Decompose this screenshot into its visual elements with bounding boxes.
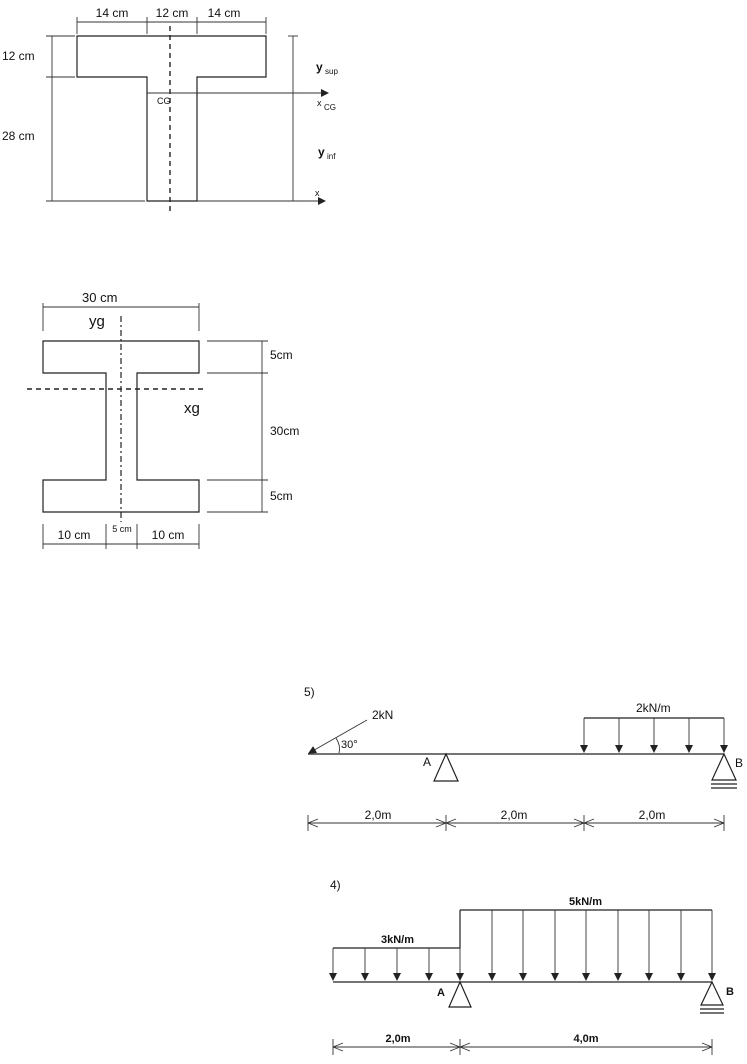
i-yg-label: yg bbox=[89, 313, 105, 330]
beam-4-support-a-label: A bbox=[437, 987, 445, 999]
t-section-outline bbox=[77, 36, 266, 201]
beam-5-point-load-arrow bbox=[309, 720, 367, 753]
beam-4-left-load-label: 3kN/m bbox=[381, 934, 415, 946]
beam-5-support-b bbox=[712, 754, 736, 780]
beam-5-support-a bbox=[434, 754, 458, 781]
beam-4-span-1: 2,0m bbox=[385, 1033, 411, 1045]
beam-4-number: 4) bbox=[330, 878, 341, 892]
t-dim-web-height: 28 cm bbox=[2, 129, 35, 143]
beam-4-span-2: 4,0m bbox=[573, 1033, 599, 1045]
i-dim-web: 5 cm bbox=[112, 524, 132, 534]
beam-4-support-b bbox=[701, 982, 723, 1005]
beam-5-number: 5) bbox=[304, 685, 315, 699]
beam-5-angle-arc bbox=[336, 738, 340, 753]
t-section-diagram bbox=[2, 6, 338, 212]
beam-5-dist-load-label: 2kN/m bbox=[636, 701, 671, 715]
i-dim-bottom-flange: 5cm bbox=[270, 489, 293, 503]
i-dim-right-flange: 10 cm bbox=[151, 528, 185, 542]
i-dim-top-flange: 5cm bbox=[270, 348, 293, 362]
beam-5-span-1: 2,0m bbox=[364, 808, 392, 822]
i-dim-web-height: 30cm bbox=[270, 424, 300, 438]
t-dim-web: 12 cm bbox=[155, 6, 189, 20]
beam-5-span-3: 2,0m bbox=[638, 808, 666, 822]
t-dim-flange-height: 12 cm bbox=[2, 49, 35, 63]
beam-4-right-load-label: 5kN/m bbox=[569, 896, 603, 908]
beam-5-diagram bbox=[304, 685, 743, 831]
beam-5-span-2: 2,0m bbox=[500, 808, 528, 822]
t-y-sup-sub: sup bbox=[325, 67, 338, 76]
t-dim-right-flange: 14 cm bbox=[207, 6, 241, 20]
beam-4-diagram bbox=[330, 878, 734, 1055]
beam-5-angle-label: 30° bbox=[341, 739, 358, 751]
t-y-inf-label: y bbox=[318, 145, 325, 159]
beam-5-support-b-label: B bbox=[735, 756, 744, 770]
t-y-inf-sub: inf bbox=[327, 152, 336, 161]
i-dim-width: 30 cm bbox=[82, 290, 118, 305]
t-x-axis-label: x bbox=[315, 188, 320, 198]
t-x-cg-sub: CG bbox=[324, 103, 336, 112]
beam-4-support-b-label: B bbox=[726, 986, 734, 998]
i-xg-label: xg bbox=[184, 400, 200, 417]
beam-5-point-load-label: 2kN bbox=[372, 708, 394, 722]
i-dim-left-flange: 10 cm bbox=[57, 528, 91, 542]
i-section-diagram bbox=[27, 290, 299, 549]
t-dim-left-flange: 14 cm bbox=[95, 6, 129, 20]
t-y-sup-label: y bbox=[316, 60, 323, 74]
t-x-cg-label: x bbox=[317, 98, 322, 108]
t-cg-label: CG bbox=[157, 96, 171, 106]
beam-5-support-a-label: A bbox=[423, 755, 432, 769]
beam-4-support-a bbox=[449, 982, 471, 1007]
